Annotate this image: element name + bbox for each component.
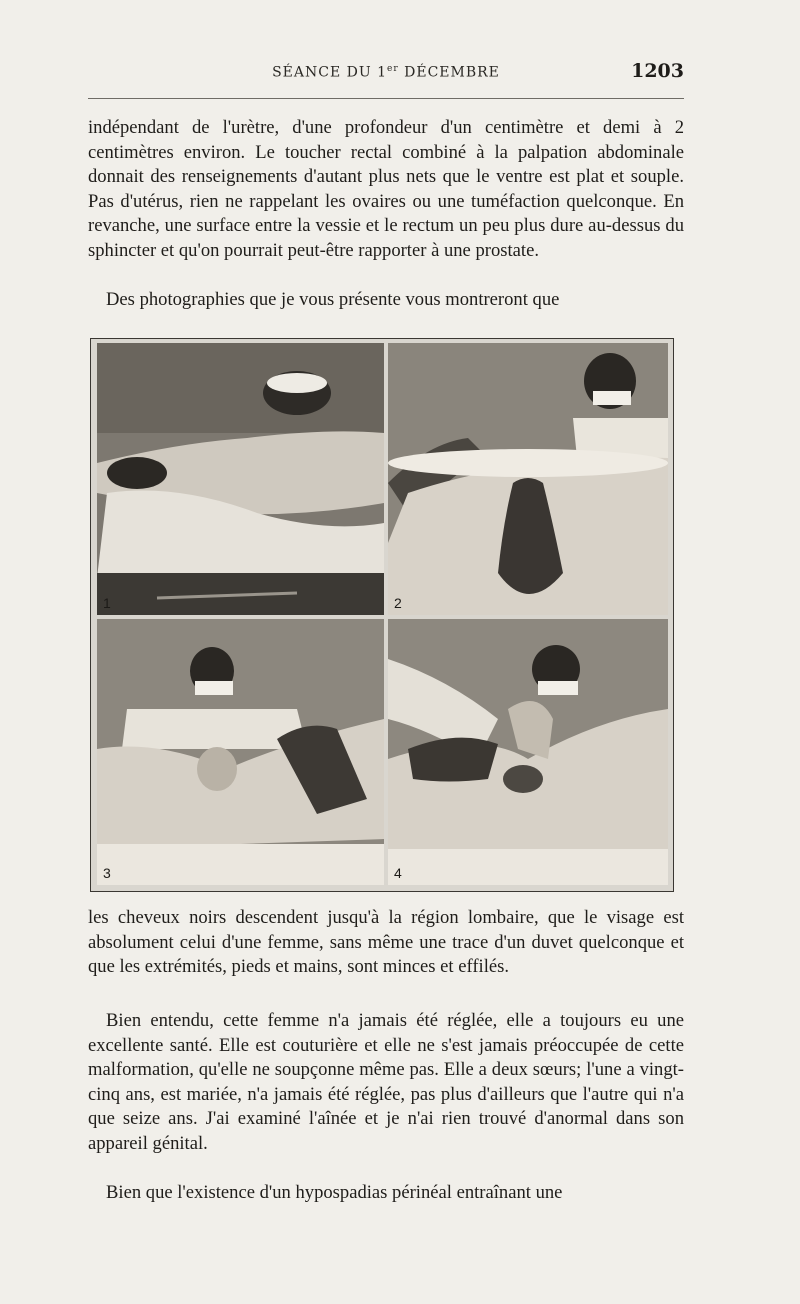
- photo-panel-2: [388, 343, 668, 615]
- figure-number-3: 3: [103, 865, 111, 881]
- photo-panel-1: [97, 343, 384, 615]
- photo-panel-4: [388, 619, 668, 885]
- photo-4-image: [388, 619, 668, 885]
- figure-number-1: 1: [103, 595, 111, 611]
- photo-1-image: [97, 343, 384, 615]
- paragraph-5: Bien que l'existence d'un hypospadias périnéal entraînant une: [106, 1182, 563, 1203]
- photo-plate: [90, 338, 674, 892]
- page-number: 1203: [631, 60, 684, 82]
- paragraph-4: Bien entendu, cette femme n'a jamais été réglée, elle a toujours eu une excellente santé. Elle est couturière et elle ne s'est jamais préoccupée de cette malformation, qu'elle ne soupçonne même pas. Elle a deux sœurs; l'une a vingt-cinq ans, est mariée, n'a jamais été réglée, pas plus d'ailleurs que l'autre qui n'a que seize ans. J'ai examiné l'aînée et je n'ai rien trouvé d'anormal dans son appareil génital.: [88, 1010, 684, 1154]
- figure-number-2: 2: [394, 595, 402, 611]
- running-title: SÉANCE DU 1er DÉCEMBRE: [272, 64, 500, 81]
- photo-3-image: [97, 619, 384, 885]
- photo-2-image: [388, 343, 668, 615]
- header-rule: [88, 98, 684, 99]
- paragraph-1: indépendant de l'urètre, d'une profondeur d'un centimètre et demi à 2 centimètres environ. Le toucher rectal combiné à la palpation abdominale donnait des renseignements d'autant plus nets que le ventre est plat et souple. Pas d'utérus, rien ne rappelant les ovaires ou une tuméfaction quelconque. En revanche, une surface entre la vessie et le rectum un peu plus dure au-dessus du sphincter et qu'on pourrait peut-être rapporter à une prostate.: [88, 117, 684, 261]
- photo-panel-3: [97, 619, 384, 885]
- paragraph-2: Des photographies que je vous présente vous montreront que: [106, 289, 560, 310]
- running-header: [88, 58, 684, 86]
- paragraph-3: les cheveux noirs descendent jusqu'à la région lombaire, que le visage est absolument celui d'une femme, sans même une trace d'un duvet quelconque et que les extrémités, pieds et mains, sont minces et effilés.: [88, 907, 684, 978]
- figure-number-4: 4: [394, 865, 402, 881]
